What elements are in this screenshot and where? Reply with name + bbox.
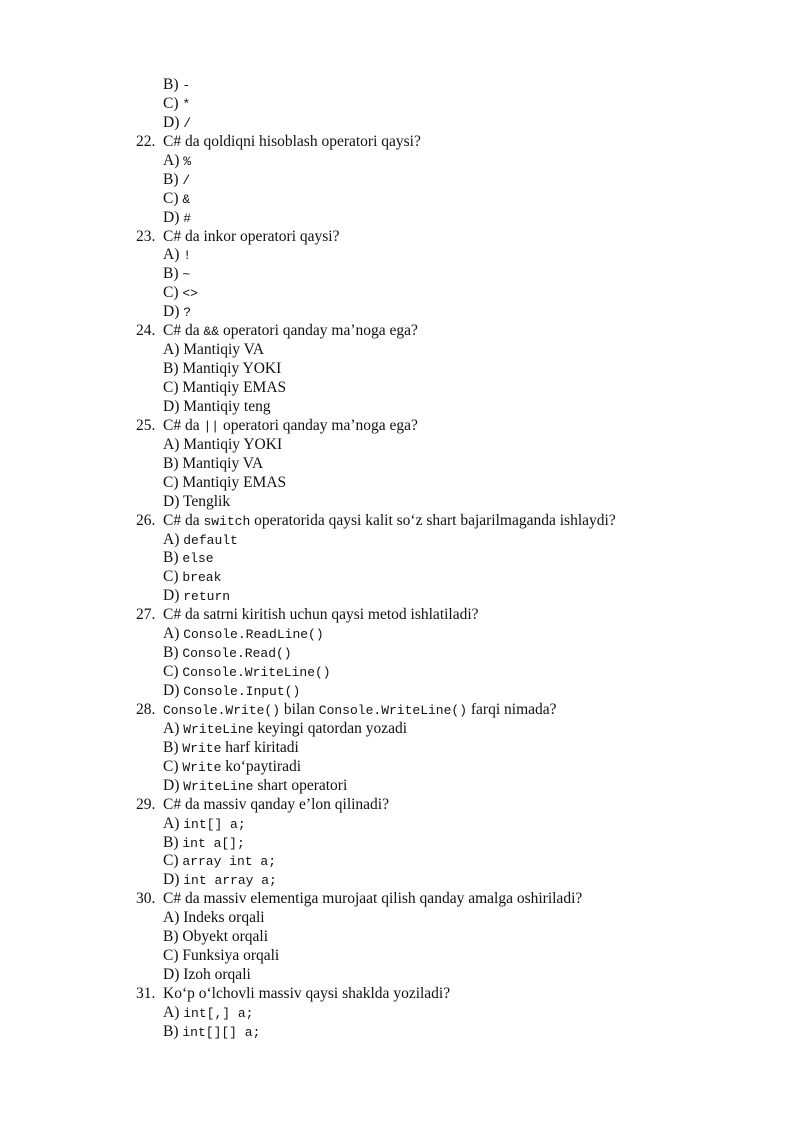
text-fragment: C)	[163, 189, 183, 207]
text-fragment: B)	[163, 644, 183, 662]
code-fragment: WriteLine	[183, 721, 254, 737]
text-fragment: A)	[163, 530, 184, 548]
text-fragment: D) Tenglik	[163, 492, 231, 510]
text-fragment: B) Mantiqiy VA	[163, 454, 264, 472]
code-fragment: default	[183, 532, 238, 548]
code-fragment: /	[182, 172, 191, 188]
answer-option	[0, 152, 800, 171]
text-fragment: B) Mantiqiy YOKI	[163, 360, 282, 378]
code-fragment: int[] a;	[183, 816, 246, 832]
code-fragment: !	[183, 248, 192, 264]
answer-option	[0, 777, 800, 796]
text-fragment: A)	[163, 719, 184, 737]
code-fragment: <>	[182, 286, 198, 302]
question-line	[0, 701, 800, 720]
code-fragment: Console.Write()	[163, 702, 281, 718]
text-fragment: C# da	[163, 322, 204, 340]
text-fragment: ko‘paytiradi	[221, 757, 302, 775]
code-fragment: ||	[203, 418, 220, 434]
text-fragment: B)	[163, 1022, 183, 1040]
text-fragment: operatori qanday ma’noga ega?	[219, 416, 418, 434]
question-number: 24.	[136, 322, 156, 340]
code-fragment: WriteLine	[183, 778, 254, 794]
text-fragment: farqi nimada?	[467, 700, 557, 718]
text-fragment: keyingi qatordan yozadi	[253, 719, 408, 737]
code-fragment: int[][] a;	[182, 1024, 261, 1040]
question-line	[0, 512, 800, 531]
text-fragment: C) Funksiya orqali	[163, 947, 280, 965]
answer-option	[0, 852, 800, 871]
code-fragment: &&	[203, 324, 220, 340]
text-fragment: D) Izoh orqali	[163, 966, 251, 984]
text-fragment: A)	[163, 246, 184, 264]
text-fragment: D) Mantiqiy teng	[163, 397, 271, 415]
question-number: 23.	[136, 227, 156, 245]
text-fragment: C# da massiv qanday e’lon qilinadi?	[163, 795, 389, 813]
text-fragment: Ko‘p o‘lchovli massiv qaysi shaklda yoziladi?	[163, 985, 451, 1002]
code-fragment: &	[182, 191, 191, 207]
code-fragment: switch	[203, 513, 251, 529]
answer-option	[0, 246, 800, 265]
text-fragment: A) Mantiqiy VA	[163, 341, 265, 359]
text-fragment: B)	[163, 833, 183, 851]
code-fragment: Console.WriteLine()	[182, 665, 331, 681]
text-fragment: C# da	[163, 511, 204, 529]
text-fragment: B)	[163, 549, 183, 567]
answer-option	[0, 474, 800, 493]
code-fragment: %	[183, 153, 192, 169]
answer-option	[0, 114, 800, 133]
code-fragment: Write	[182, 759, 222, 775]
text-fragment: C# da	[163, 416, 204, 434]
answer-option	[0, 966, 800, 985]
answer-option	[0, 928, 800, 947]
text-fragment: D)	[163, 587, 184, 605]
text-fragment: B) Obyekt orqali	[163, 928, 269, 946]
answer-option	[0, 95, 800, 114]
code-fragment: Console.ReadLine()	[183, 627, 324, 643]
text-fragment: C# da satrni kiritish uchun qaysi metod ishlatiladi?	[163, 606, 479, 624]
answer-option	[0, 720, 800, 739]
code-fragment: Console.Read()	[182, 646, 292, 662]
code-fragment: Console.WriteLine()	[318, 702, 468, 718]
answer-option	[0, 360, 800, 379]
answer-option	[0, 909, 800, 928]
answer-option	[0, 568, 800, 587]
answer-option	[0, 303, 800, 322]
text-fragment: operatorida qaysi kalit so‘z shart bajarilmaganda ishlaydi?	[250, 511, 616, 529]
code-fragment: ~	[182, 267, 191, 283]
answer-option	[0, 1004, 800, 1023]
text-fragment: operatori qanday ma’noga ega?	[219, 322, 418, 340]
question-number: 27.	[136, 606, 156, 624]
text-fragment: B)	[163, 76, 183, 93]
answer-option	[0, 871, 800, 890]
code-fragment: return	[183, 589, 231, 605]
text-fragment: C)	[163, 568, 183, 586]
code-fragment: array int a;	[182, 854, 276, 870]
question-number: 31.	[136, 985, 156, 1002]
code-fragment: /	[183, 115, 192, 131]
question-number: 25.	[136, 416, 156, 434]
question-number: 22.	[136, 132, 156, 150]
question-line	[0, 417, 800, 436]
code-fragment: else	[182, 551, 214, 567]
text-fragment: D)	[163, 776, 184, 794]
text-fragment: B)	[163, 170, 183, 188]
answer-option	[0, 341, 800, 360]
text-fragment: B)	[163, 265, 183, 283]
answer-option	[0, 76, 800, 95]
code-fragment: Write	[182, 740, 222, 756]
question-number: 28.	[136, 700, 156, 718]
answer-option	[0, 455, 800, 474]
code-fragment: break	[182, 570, 222, 586]
answer-option	[0, 493, 800, 512]
answer-option	[0, 947, 800, 966]
code-fragment: ?	[183, 305, 192, 321]
text-fragment: C)	[163, 757, 183, 775]
code-fragment: #	[183, 210, 192, 226]
text-fragment: A)	[163, 625, 184, 643]
answer-option	[0, 1023, 800, 1042]
answer-option	[0, 644, 800, 663]
question-line	[0, 796, 800, 815]
answer-option	[0, 398, 800, 417]
text-fragment: C)	[163, 94, 183, 112]
text-fragment: C# da massiv elementiga murojaat qilish qanday amalga oshiriladi?	[163, 890, 583, 908]
answer-option	[0, 682, 800, 701]
question-line	[0, 228, 800, 247]
question-line	[0, 985, 800, 1004]
document-page	[0, 76, 800, 1042]
question-line	[0, 890, 800, 909]
code-fragment: int a[];	[182, 835, 245, 851]
text-fragment: C) Mantiqiy EMAS	[163, 473, 287, 491]
answer-option	[0, 758, 800, 777]
question-line	[0, 322, 800, 341]
answer-option	[0, 284, 800, 303]
answer-option	[0, 834, 800, 853]
text-fragment: D)	[163, 871, 184, 889]
question-line	[0, 133, 800, 152]
answer-option	[0, 209, 800, 228]
text-fragment: C) Mantiqiy EMAS	[163, 379, 287, 396]
code-fragment: Console.Input()	[183, 684, 301, 699]
answer-option	[0, 265, 800, 284]
text-fragment: D)	[163, 113, 184, 131]
code-fragment: -	[182, 78, 191, 93]
text-fragment: B)	[163, 738, 183, 756]
text-fragment: D)	[163, 208, 184, 226]
text-fragment: D)	[163, 682, 184, 699]
text-fragment: harf kiritadi	[221, 738, 299, 756]
text-fragment: A)	[163, 814, 184, 832]
answer-option	[0, 436, 800, 455]
answer-option	[0, 587, 800, 606]
answer-option	[0, 739, 800, 758]
text-fragment: A) Indeks orqali	[163, 909, 265, 927]
question-line	[0, 606, 800, 625]
question-number: 26.	[136, 511, 156, 529]
text-fragment: C# da inkor operatori qaysi?	[163, 227, 340, 245]
answer-option	[0, 625, 800, 644]
text-fragment: A)	[163, 151, 184, 169]
code-fragment: int array a;	[183, 873, 277, 889]
code-fragment: int[,] a;	[183, 1005, 254, 1021]
text-fragment: C# da qoldiqni hisoblash operatori qaysi?	[163, 132, 421, 150]
text-fragment: bilan	[280, 700, 319, 718]
answer-option	[0, 171, 800, 190]
question-number: 30.	[136, 890, 156, 908]
text-fragment: C)	[163, 852, 183, 870]
text-fragment: C)	[163, 663, 183, 681]
question-number: 29.	[136, 795, 156, 813]
text-fragment: A) Mantiqiy YOKI	[163, 435, 283, 453]
answer-option	[0, 379, 800, 398]
answer-option	[0, 531, 800, 550]
text-fragment: A)	[163, 1003, 184, 1021]
answer-option	[0, 815, 800, 834]
answer-option	[0, 549, 800, 568]
code-fragment: *	[182, 96, 191, 112]
text-fragment: D)	[163, 303, 184, 321]
text-fragment: C)	[163, 284, 183, 302]
answer-option	[0, 190, 800, 209]
text-fragment: shart operatori	[253, 776, 348, 794]
answer-option	[0, 663, 800, 682]
